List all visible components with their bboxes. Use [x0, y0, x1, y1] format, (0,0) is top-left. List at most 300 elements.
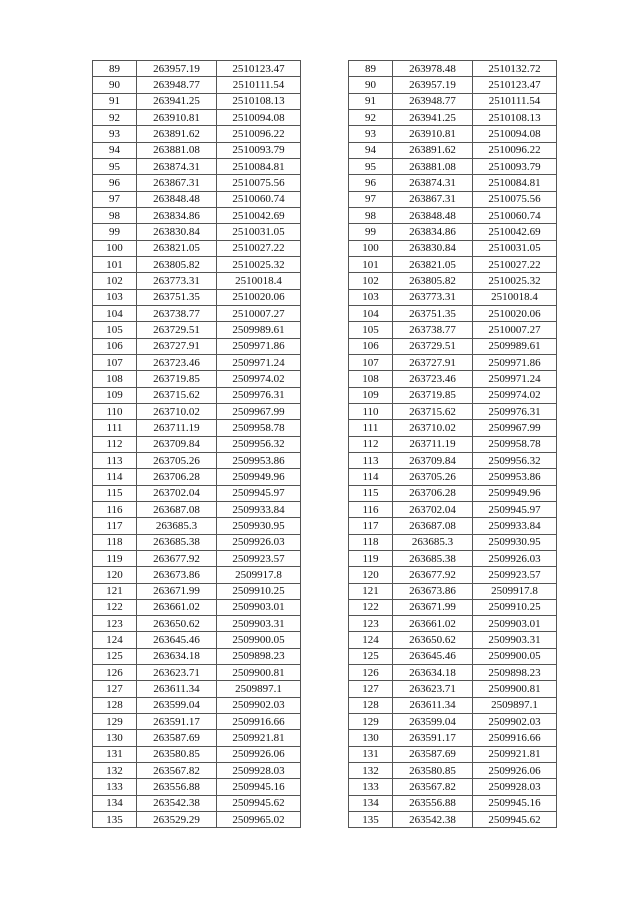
table-row [93, 305, 301, 321]
table-row [349, 289, 557, 305]
x-coordinate-cell: 263821.05 [393, 256, 473, 272]
y-coordinate-cell: 2510031.05 [473, 240, 557, 256]
y-coordinate-cell: 2510094.08 [217, 109, 301, 125]
y-coordinate-cell: 2509903.01 [473, 616, 557, 632]
point-number-cell: 126 [349, 665, 393, 681]
point-number-cell: 132 [349, 763, 393, 779]
table-row [93, 436, 301, 452]
y-coordinate-cell: 2510094.08 [473, 126, 557, 142]
table-row [349, 305, 557, 321]
x-coordinate-cell: 263719.85 [137, 371, 217, 387]
table-row [93, 175, 301, 191]
y-coordinate-cell: 2509903.31 [217, 616, 301, 632]
point-number-cell: 96 [93, 175, 137, 191]
table-row [349, 322, 557, 338]
point-number-cell: 100 [93, 240, 137, 256]
table-row [93, 763, 301, 779]
table-row [93, 550, 301, 566]
point-number-cell: 98 [349, 207, 393, 223]
y-coordinate-cell: 2509971.24 [473, 371, 557, 387]
y-coordinate-cell: 2509916.66 [217, 714, 301, 730]
point-number-cell: 133 [349, 779, 393, 795]
y-coordinate-cell: 2510027.22 [217, 240, 301, 256]
x-coordinate-cell: 263881.08 [393, 158, 473, 174]
y-coordinate-cell: 2510018.4 [217, 273, 301, 289]
x-coordinate-cell: 263685.38 [137, 534, 217, 550]
point-number-cell: 134 [93, 795, 137, 811]
table-row [349, 61, 557, 77]
table-row [93, 403, 301, 419]
y-coordinate-cell: 2510031.05 [217, 224, 301, 240]
point-number-cell: 110 [349, 403, 393, 419]
y-coordinate-cell: 2509956.32 [217, 436, 301, 452]
point-number-cell: 110 [93, 403, 137, 419]
y-coordinate-cell: 2509926.03 [473, 550, 557, 566]
x-coordinate-cell: 263709.84 [393, 452, 473, 468]
x-coordinate-cell: 263881.08 [137, 142, 217, 158]
point-number-cell: 135 [93, 812, 137, 828]
x-coordinate-cell: 263650.62 [137, 616, 217, 632]
y-coordinate-cell: 2510027.22 [473, 256, 557, 272]
table-row [93, 583, 301, 599]
y-coordinate-cell: 2510123.47 [473, 77, 557, 93]
table-row [93, 567, 301, 583]
point-number-cell: 127 [349, 681, 393, 697]
x-coordinate-cell: 263978.48 [393, 61, 473, 77]
y-coordinate-cell: 2509989.61 [217, 322, 301, 338]
y-coordinate-cell: 2510108.13 [473, 109, 557, 125]
table-row [349, 714, 557, 730]
table-row [349, 550, 557, 566]
point-number-cell: 92 [93, 109, 137, 125]
y-coordinate-cell: 2510093.79 [473, 158, 557, 174]
table-row [93, 158, 301, 174]
table-row [93, 501, 301, 517]
y-coordinate-cell: 2509974.02 [473, 387, 557, 403]
y-coordinate-cell: 2510075.56 [217, 175, 301, 191]
point-number-cell: 101 [349, 256, 393, 272]
x-coordinate-cell: 263751.35 [137, 289, 217, 305]
table-row [349, 126, 557, 142]
x-coordinate-cell: 263957.19 [393, 77, 473, 93]
point-number-cell: 115 [93, 485, 137, 501]
y-coordinate-cell: 2509900.81 [473, 681, 557, 697]
x-coordinate-cell: 263611.34 [393, 697, 473, 713]
point-number-cell: 101 [93, 256, 137, 272]
point-number-cell: 108 [93, 371, 137, 387]
table-row [349, 779, 557, 795]
x-coordinate-cell: 263710.02 [137, 403, 217, 419]
x-coordinate-cell: 263645.46 [393, 648, 473, 664]
y-coordinate-cell: 2510075.56 [473, 191, 557, 207]
x-coordinate-cell: 263529.29 [137, 812, 217, 828]
point-number-cell: 124 [93, 632, 137, 648]
table-row [349, 469, 557, 485]
x-coordinate-cell: 263891.62 [137, 126, 217, 142]
point-number-cell: 103 [93, 289, 137, 305]
coordinate-table-left-body [93, 61, 301, 828]
point-number-cell: 117 [93, 518, 137, 534]
y-coordinate-cell: 2510096.22 [473, 142, 557, 158]
y-coordinate-cell: 2510025.32 [473, 273, 557, 289]
x-coordinate-cell: 263556.88 [137, 779, 217, 795]
point-number-cell: 90 [93, 77, 137, 93]
x-coordinate-cell: 263910.81 [393, 126, 473, 142]
point-number-cell: 131 [93, 746, 137, 762]
x-coordinate-cell: 263634.18 [393, 665, 473, 681]
y-coordinate-cell: 2509902.03 [473, 714, 557, 730]
point-number-cell: 135 [349, 812, 393, 828]
table-row [349, 583, 557, 599]
y-coordinate-cell: 2509945.16 [473, 795, 557, 811]
point-number-cell: 91 [93, 93, 137, 109]
x-coordinate-cell: 263709.84 [137, 436, 217, 452]
table-row [349, 256, 557, 272]
y-coordinate-cell: 2509945.62 [217, 795, 301, 811]
x-coordinate-cell: 263599.04 [137, 697, 217, 713]
table-row [93, 61, 301, 77]
point-number-cell: 93 [93, 126, 137, 142]
y-coordinate-cell: 2509910.25 [473, 599, 557, 615]
table-row [349, 812, 557, 828]
y-coordinate-cell: 2509930.95 [217, 518, 301, 534]
y-coordinate-cell: 2509958.78 [217, 420, 301, 436]
table-row [349, 175, 557, 191]
coordinate-table-right [348, 60, 557, 828]
table-row [349, 665, 557, 681]
point-number-cell: 98 [93, 207, 137, 223]
table-row [349, 648, 557, 664]
y-coordinate-cell: 2509917.8 [473, 583, 557, 599]
x-coordinate-cell: 263542.38 [393, 812, 473, 828]
x-coordinate-cell: 263738.77 [137, 305, 217, 321]
y-coordinate-cell: 2509971.86 [473, 354, 557, 370]
x-coordinate-cell: 263727.91 [393, 354, 473, 370]
point-number-cell: 94 [349, 142, 393, 158]
table-row [93, 779, 301, 795]
table-row [349, 403, 557, 419]
y-coordinate-cell: 2509965.02 [217, 812, 301, 828]
x-coordinate-cell: 263715.62 [137, 387, 217, 403]
x-coordinate-cell: 263677.92 [393, 567, 473, 583]
table-row [93, 354, 301, 370]
y-coordinate-cell: 2509945.97 [217, 485, 301, 501]
table-row [93, 681, 301, 697]
table-row [349, 567, 557, 583]
x-coordinate-cell: 263580.85 [393, 763, 473, 779]
point-number-cell: 105 [349, 322, 393, 338]
table-row [93, 795, 301, 811]
point-number-cell: 114 [349, 469, 393, 485]
x-coordinate-cell: 263867.31 [137, 175, 217, 191]
x-coordinate-cell: 263685.3 [393, 534, 473, 550]
y-coordinate-cell: 2509989.61 [473, 338, 557, 354]
point-number-cell: 121 [93, 583, 137, 599]
table-row [93, 289, 301, 305]
x-coordinate-cell: 263957.19 [137, 61, 217, 77]
table-row [93, 730, 301, 746]
table-row [349, 354, 557, 370]
x-coordinate-cell: 263727.91 [137, 338, 217, 354]
y-coordinate-cell: 2510111.54 [217, 77, 301, 93]
point-number-cell: 106 [349, 338, 393, 354]
table-row [93, 616, 301, 632]
x-coordinate-cell: 263650.62 [393, 632, 473, 648]
table-row [349, 224, 557, 240]
x-coordinate-cell: 263706.28 [393, 485, 473, 501]
table-row [349, 763, 557, 779]
y-coordinate-cell: 2509897.1 [473, 697, 557, 713]
x-coordinate-cell: 263661.02 [393, 616, 473, 632]
y-coordinate-cell: 2509900.81 [217, 665, 301, 681]
table-row [349, 452, 557, 468]
y-coordinate-cell: 2509921.81 [473, 746, 557, 762]
point-number-cell: 124 [349, 632, 393, 648]
y-coordinate-cell: 2510060.74 [217, 191, 301, 207]
table-row [93, 485, 301, 501]
point-number-cell: 96 [349, 175, 393, 191]
table-row [349, 436, 557, 452]
point-number-cell: 89 [93, 61, 137, 77]
table-row [93, 812, 301, 828]
point-number-cell: 128 [93, 697, 137, 713]
y-coordinate-cell: 2509898.23 [217, 648, 301, 664]
x-coordinate-cell: 263623.71 [137, 665, 217, 681]
table-row [93, 714, 301, 730]
table-row [93, 371, 301, 387]
point-number-cell: 133 [93, 779, 137, 795]
table-row [93, 746, 301, 762]
point-number-cell: 103 [349, 289, 393, 305]
y-coordinate-cell: 2510007.27 [473, 322, 557, 338]
table-row [93, 518, 301, 534]
point-number-cell: 92 [349, 109, 393, 125]
table-row [349, 746, 557, 762]
point-number-cell: 122 [93, 599, 137, 615]
y-coordinate-cell: 2509930.95 [473, 534, 557, 550]
y-coordinate-cell: 2509967.99 [473, 420, 557, 436]
point-number-cell: 102 [93, 273, 137, 289]
point-number-cell: 120 [93, 567, 137, 583]
table-row [349, 387, 557, 403]
x-coordinate-cell: 263685.38 [393, 550, 473, 566]
y-coordinate-cell: 2510123.47 [217, 61, 301, 77]
table-row [349, 518, 557, 534]
point-number-cell: 111 [93, 420, 137, 436]
x-coordinate-cell: 263705.26 [137, 452, 217, 468]
y-coordinate-cell: 2509900.05 [473, 648, 557, 664]
point-number-cell: 130 [349, 730, 393, 746]
y-coordinate-cell: 2509898.23 [473, 665, 557, 681]
table-row [93, 256, 301, 272]
y-coordinate-cell: 2510060.74 [473, 207, 557, 223]
table-row [349, 485, 557, 501]
point-number-cell: 125 [93, 648, 137, 664]
table-row [93, 599, 301, 615]
point-number-cell: 123 [93, 616, 137, 632]
x-coordinate-cell: 263705.26 [393, 469, 473, 485]
y-coordinate-cell: 2509928.03 [473, 779, 557, 795]
point-number-cell: 119 [93, 550, 137, 566]
table-row [349, 77, 557, 93]
point-number-cell: 123 [349, 616, 393, 632]
y-coordinate-cell: 2509971.86 [217, 338, 301, 354]
point-number-cell: 106 [93, 338, 137, 354]
x-coordinate-cell: 263599.04 [393, 714, 473, 730]
point-number-cell: 95 [349, 158, 393, 174]
point-number-cell: 105 [93, 322, 137, 338]
table-row [349, 109, 557, 125]
y-coordinate-cell: 2510020.06 [473, 305, 557, 321]
table-row [93, 224, 301, 240]
table-row [349, 795, 557, 811]
x-coordinate-cell: 263848.48 [137, 191, 217, 207]
y-coordinate-cell: 2510108.13 [217, 93, 301, 109]
x-coordinate-cell: 263891.62 [393, 142, 473, 158]
x-coordinate-cell: 263948.77 [137, 77, 217, 93]
y-coordinate-cell: 2510042.69 [217, 207, 301, 223]
x-coordinate-cell: 263671.99 [393, 599, 473, 615]
y-coordinate-cell: 2510018.4 [473, 289, 557, 305]
x-coordinate-cell: 263830.84 [393, 240, 473, 256]
table-row [93, 77, 301, 93]
table-row [349, 240, 557, 256]
table-row [349, 697, 557, 713]
point-number-cell: 116 [349, 501, 393, 517]
point-number-cell: 112 [349, 436, 393, 452]
table-row [93, 420, 301, 436]
table-row [93, 338, 301, 354]
y-coordinate-cell: 2509945.97 [473, 501, 557, 517]
table-row [349, 616, 557, 632]
x-coordinate-cell: 263687.08 [393, 518, 473, 534]
point-number-cell: 99 [93, 224, 137, 240]
point-number-cell: 107 [93, 354, 137, 370]
point-number-cell: 112 [93, 436, 137, 452]
point-number-cell: 108 [349, 371, 393, 387]
table-row [93, 648, 301, 664]
y-coordinate-cell: 2510096.22 [217, 126, 301, 142]
table-row [93, 534, 301, 550]
y-coordinate-cell: 2509976.31 [473, 403, 557, 419]
x-coordinate-cell: 263874.31 [137, 158, 217, 174]
table-row [349, 371, 557, 387]
table-row [349, 501, 557, 517]
y-coordinate-cell: 2509903.01 [217, 599, 301, 615]
point-number-cell: 125 [349, 648, 393, 664]
point-number-cell: 122 [349, 599, 393, 615]
x-coordinate-cell: 263834.86 [393, 224, 473, 240]
point-number-cell: 134 [349, 795, 393, 811]
point-number-cell: 118 [93, 534, 137, 550]
x-coordinate-cell: 263702.04 [137, 485, 217, 501]
point-number-cell: 97 [93, 191, 137, 207]
table-row [349, 534, 557, 550]
y-coordinate-cell: 2510084.81 [217, 158, 301, 174]
x-coordinate-cell: 263874.31 [393, 175, 473, 191]
table-row [349, 420, 557, 436]
y-coordinate-cell: 2509953.86 [217, 452, 301, 468]
point-number-cell: 113 [349, 452, 393, 468]
y-coordinate-cell: 2509917.8 [217, 567, 301, 583]
y-coordinate-cell: 2510132.72 [473, 61, 557, 77]
point-number-cell: 94 [93, 142, 137, 158]
table-row [93, 93, 301, 109]
x-coordinate-cell: 263645.46 [137, 632, 217, 648]
y-coordinate-cell: 2510007.27 [217, 305, 301, 321]
x-coordinate-cell: 263805.82 [137, 256, 217, 272]
y-coordinate-cell: 2510111.54 [473, 93, 557, 109]
table-row [349, 142, 557, 158]
x-coordinate-cell: 263611.34 [137, 681, 217, 697]
point-number-cell: 117 [349, 518, 393, 534]
y-coordinate-cell: 2509933.84 [217, 501, 301, 517]
x-coordinate-cell: 263580.85 [137, 746, 217, 762]
table-row [349, 93, 557, 109]
x-coordinate-cell: 263941.25 [393, 109, 473, 125]
point-number-cell: 89 [349, 61, 393, 77]
table-row [349, 338, 557, 354]
y-coordinate-cell: 2509949.96 [217, 469, 301, 485]
x-coordinate-cell: 263948.77 [393, 93, 473, 109]
table-row [349, 730, 557, 746]
x-coordinate-cell: 263702.04 [393, 501, 473, 517]
y-coordinate-cell: 2509967.99 [217, 403, 301, 419]
table-row [93, 240, 301, 256]
x-coordinate-cell: 263729.51 [137, 322, 217, 338]
x-coordinate-cell: 263556.88 [393, 795, 473, 811]
point-number-cell: 114 [93, 469, 137, 485]
x-coordinate-cell: 263867.31 [393, 191, 473, 207]
y-coordinate-cell: 2510025.32 [217, 256, 301, 272]
y-coordinate-cell: 2509926.06 [217, 746, 301, 762]
table-row [93, 273, 301, 289]
table-row [93, 191, 301, 207]
y-coordinate-cell: 2509956.32 [473, 452, 557, 468]
x-coordinate-cell: 263685.3 [137, 518, 217, 534]
point-number-cell: 95 [93, 158, 137, 174]
y-coordinate-cell: 2509903.31 [473, 632, 557, 648]
point-number-cell: 132 [93, 763, 137, 779]
y-coordinate-cell: 2509926.06 [473, 763, 557, 779]
x-coordinate-cell: 263848.48 [393, 207, 473, 223]
point-number-cell: 127 [93, 681, 137, 697]
point-number-cell: 109 [93, 387, 137, 403]
point-number-cell: 130 [93, 730, 137, 746]
y-coordinate-cell: 2509945.16 [217, 779, 301, 795]
table-row [93, 469, 301, 485]
y-coordinate-cell: 2509910.25 [217, 583, 301, 599]
x-coordinate-cell: 263830.84 [137, 224, 217, 240]
point-number-cell: 118 [349, 534, 393, 550]
point-number-cell: 119 [349, 550, 393, 566]
table-row [349, 273, 557, 289]
point-number-cell: 126 [93, 665, 137, 681]
point-number-cell: 97 [349, 191, 393, 207]
table-row [93, 126, 301, 142]
x-coordinate-cell: 263634.18 [137, 648, 217, 664]
point-number-cell: 115 [349, 485, 393, 501]
x-coordinate-cell: 263910.81 [137, 109, 217, 125]
table-row [93, 322, 301, 338]
x-coordinate-cell: 263591.17 [137, 714, 217, 730]
y-coordinate-cell: 2510093.79 [217, 142, 301, 158]
y-coordinate-cell: 2509923.57 [473, 567, 557, 583]
x-coordinate-cell: 263723.46 [137, 354, 217, 370]
table-row [349, 681, 557, 697]
y-coordinate-cell: 2510084.81 [473, 175, 557, 191]
table-row [349, 191, 557, 207]
